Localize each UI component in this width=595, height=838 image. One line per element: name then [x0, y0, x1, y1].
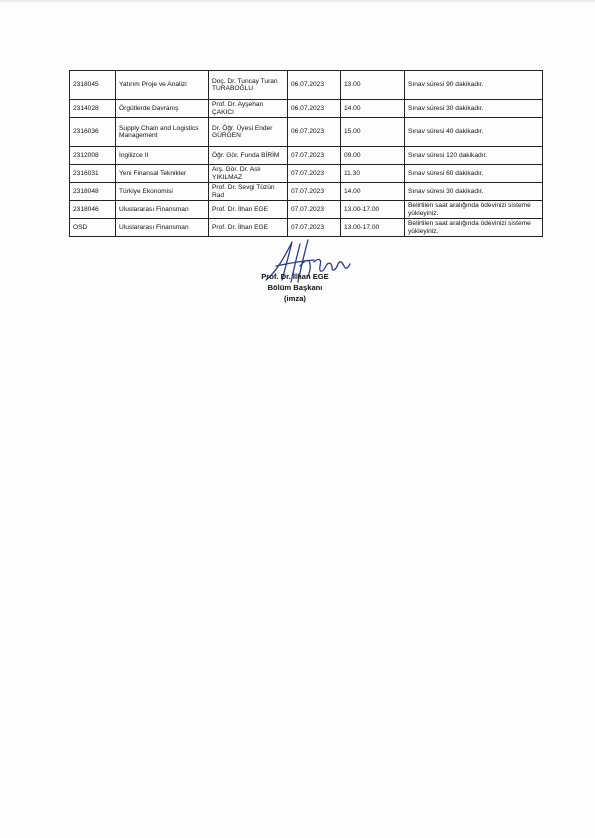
exam-time: 13.00	[341, 71, 405, 100]
signature-note: (imza)	[284, 294, 306, 303]
course-code: 2316031	[70, 165, 116, 183]
exam-note: Sınav süresi 60 dakikadır.	[405, 165, 543, 183]
instructor-name: Prof. Dr. Ayşehan ÇAKICI	[209, 100, 288, 118]
course-code: 2318046	[70, 201, 116, 219]
course-name: Türkiye Ekonomisi	[116, 183, 209, 201]
table-row	[70, 147, 543, 165]
exam-date: 06.07.2023	[288, 100, 341, 118]
exam-date: 07.07.2023	[288, 147, 341, 165]
exam-time: 15.00	[341, 118, 405, 147]
instructor-name: Prof. Dr. İlhan EGE	[209, 201, 288, 219]
exam-date: 07.07.2023	[288, 201, 341, 219]
course-code: 2316036	[70, 118, 116, 147]
exam-date: 07.07.2023	[288, 183, 341, 201]
signer-name: Prof. Dr. İlhan EGE	[261, 272, 329, 281]
exam-time: 11.30	[341, 165, 405, 183]
instructor-name: Arş. Gör. Dr. Aslı YIKILMAZ	[209, 165, 288, 183]
course-name: Uluslararası Finansman	[116, 219, 209, 237]
table-row	[70, 183, 543, 201]
signature-block	[200, 236, 390, 322]
exam-time: 14.00	[341, 100, 405, 118]
course-code: 2314028	[70, 100, 116, 118]
exam-note: Sınav süresi 90 dakikadır.	[405, 71, 543, 100]
instructor-name: Prof. Dr. Sevgi Tüzün Rad	[209, 183, 288, 201]
instructor-name: Öğr. Gör. Funda BİRİM	[209, 147, 288, 165]
table-row	[70, 201, 543, 219]
signer-title: Bölüm Başkanı	[267, 283, 323, 292]
exam-time: 09.00	[341, 147, 405, 165]
course-code: 2318048	[70, 183, 116, 201]
exam-note: Belirtilen saat aralığında ödevinizi sisteme yükleyiniz.	[405, 219, 543, 237]
exam-note: Belirtilen saat aralığında ödevinizi sisteme yükleyiniz.	[405, 201, 543, 219]
course-name: İngilizce II	[116, 147, 209, 165]
exam-time: 13.00-17.00	[341, 219, 405, 237]
instructor-name: Doç. Dr. Tuncay Turan TURABOĞLU	[209, 71, 288, 100]
exam-note: Sınav süresi 40 dakikadır.	[405, 118, 543, 147]
instructor-name: Prof. Dr. İlhan EGE	[209, 219, 288, 237]
course-code: OSD	[70, 219, 116, 237]
course-name: Örgütlerde Davranış	[116, 100, 209, 118]
course-code: 2318045	[70, 71, 116, 100]
exam-time: 13.00-17.00	[341, 201, 405, 219]
course-name: Yeni Finansal Teknikler	[116, 165, 209, 183]
exam-schedule-table	[69, 70, 543, 237]
table-row	[70, 118, 543, 147]
course-name: Yatırım Proje ve Analizi	[116, 71, 209, 100]
scan-edge	[0, 0, 595, 3]
instructor-name: Dr. Öğr. Üyesi Ender GÜRGEN	[209, 118, 288, 147]
exam-note: Sınav süresi 120 dakikadır.	[405, 147, 543, 165]
exam-date: 07.07.2023	[288, 165, 341, 183]
table-row	[70, 100, 543, 118]
table-row	[70, 71, 543, 100]
exam-note: Sınav süresi 30 dakikadır.	[405, 183, 543, 201]
exam-time: 14.00	[341, 183, 405, 201]
course-name: Supply Chain and Logistics Management	[116, 118, 209, 147]
course-code: 2312008	[70, 147, 116, 165]
table-row	[70, 165, 543, 183]
course-name: Uluslararası Finansman	[116, 201, 209, 219]
table-row	[70, 219, 543, 237]
exam-date: 07.07.2023	[288, 219, 341, 237]
exam-date: 06.07.2023	[288, 71, 341, 100]
exam-date: 06.07.2023	[288, 118, 341, 147]
exam-note: Sınav süresi 30 dakikadır.	[405, 100, 543, 118]
